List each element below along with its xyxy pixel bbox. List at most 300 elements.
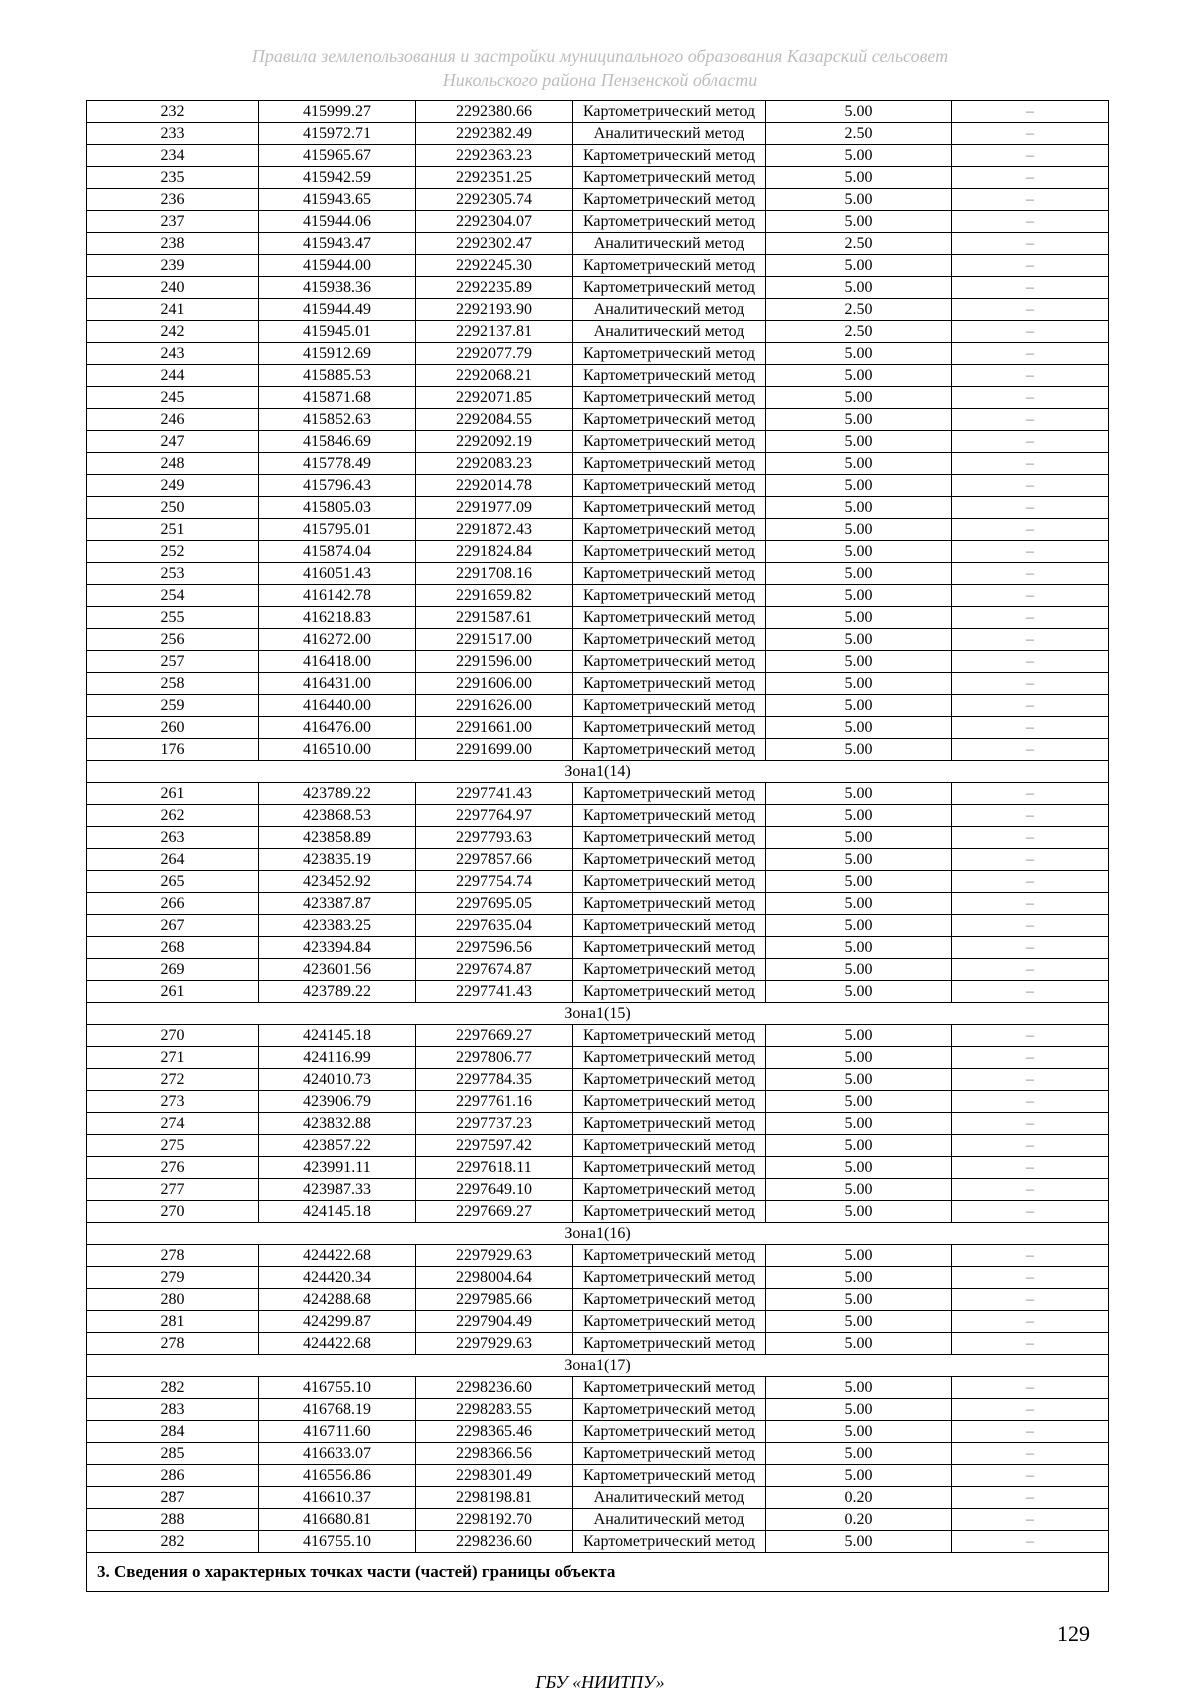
coordinates-table-body <box>87 101 1109 1592</box>
accuracy-cell: 5.00 <box>766 871 952 893</box>
table-row <box>87 541 1109 563</box>
method-cell: Картометрический метод <box>573 827 766 849</box>
table-row <box>87 981 1109 1003</box>
table-row <box>87 563 1109 585</box>
zone-header-row <box>87 1355 1109 1377</box>
accuracy-cell: 5.00 <box>766 343 952 365</box>
y-coordinate-cell: 2297669.27 <box>416 1025 573 1047</box>
accuracy-cell: 5.00 <box>766 937 952 959</box>
y-coordinate-cell: 2297635.04 <box>416 915 573 937</box>
method-cell: Картометрический метод <box>573 277 766 299</box>
section-title: 3. Сведения о характерных точках части (частей) границы объекта <box>87 1553 1109 1592</box>
method-cell: Картометрический метод <box>573 1421 766 1443</box>
table-row <box>87 1311 1109 1333</box>
point-number-cell: 281 <box>87 1311 259 1333</box>
y-coordinate-cell: 2297596.56 <box>416 937 573 959</box>
x-coordinate-cell: 415943.65 <box>259 189 416 211</box>
point-number-cell: 256 <box>87 629 259 651</box>
y-coordinate-cell: 2297985.66 <box>416 1289 573 1311</box>
x-coordinate-cell: 423832.88 <box>259 1113 416 1135</box>
accuracy-cell: 5.00 <box>766 1267 952 1289</box>
point-number-cell: 237 <box>87 211 259 233</box>
point-number-cell: 257 <box>87 651 259 673</box>
x-coordinate-cell: 416556.86 <box>259 1465 416 1487</box>
x-coordinate-cell: 416418.00 <box>259 651 416 673</box>
x-coordinate-cell: 416768.19 <box>259 1399 416 1421</box>
description-cell: – <box>952 475 1109 497</box>
method-cell: Картометрический метод <box>573 1047 766 1069</box>
table-row <box>87 783 1109 805</box>
description-cell: – <box>952 607 1109 629</box>
point-number-cell: 255 <box>87 607 259 629</box>
method-cell: Картометрический метод <box>573 1135 766 1157</box>
y-coordinate-cell: 2297597.42 <box>416 1135 573 1157</box>
point-number-cell: 272 <box>87 1069 259 1091</box>
x-coordinate-cell: 415796.43 <box>259 475 416 497</box>
point-number-cell: 249 <box>87 475 259 497</box>
method-cell: Картометрический метод <box>573 1179 766 1201</box>
y-coordinate-cell: 2292083.23 <box>416 453 573 475</box>
y-coordinate-cell: 2297761.16 <box>416 1091 573 1113</box>
x-coordinate-cell: 423858.89 <box>259 827 416 849</box>
table-row <box>87 1267 1109 1289</box>
accuracy-cell: 5.00 <box>766 387 952 409</box>
point-number-cell: 277 <box>87 1179 259 1201</box>
accuracy-cell: 5.00 <box>766 1311 952 1333</box>
accuracy-cell: 5.00 <box>766 981 952 1003</box>
accuracy-cell: 5.00 <box>766 1091 952 1113</box>
description-cell: – <box>952 255 1109 277</box>
method-cell: Картометрический метод <box>573 1531 766 1553</box>
x-coordinate-cell: 424010.73 <box>259 1069 416 1091</box>
method-cell: Картометрический метод <box>573 1157 766 1179</box>
accuracy-cell: 5.00 <box>766 783 952 805</box>
accuracy-cell: 5.00 <box>766 717 952 739</box>
point-number-cell: 261 <box>87 981 259 1003</box>
x-coordinate-cell: 416272.00 <box>259 629 416 651</box>
y-coordinate-cell: 2297764.97 <box>416 805 573 827</box>
x-coordinate-cell: 416476.00 <box>259 717 416 739</box>
table-row <box>87 1069 1109 1091</box>
description-cell: – <box>952 343 1109 365</box>
accuracy-cell: 5.00 <box>766 277 952 299</box>
y-coordinate-cell: 2292068.21 <box>416 365 573 387</box>
y-coordinate-cell: 2291659.82 <box>416 585 573 607</box>
y-coordinate-cell: 2291699.00 <box>416 739 573 761</box>
description-cell: – <box>952 233 1109 255</box>
method-cell: Картометрический метод <box>573 365 766 387</box>
y-coordinate-cell: 2298236.60 <box>416 1377 573 1399</box>
x-coordinate-cell: 415945.01 <box>259 321 416 343</box>
point-number-cell: 278 <box>87 1245 259 1267</box>
description-cell: – <box>952 717 1109 739</box>
y-coordinate-cell: 2291872.43 <box>416 519 573 541</box>
point-number-cell: 247 <box>87 431 259 453</box>
method-cell: Картометрический метод <box>573 1465 766 1487</box>
accuracy-cell: 5.00 <box>766 651 952 673</box>
accuracy-cell: 5.00 <box>766 145 952 167</box>
description-cell: – <box>952 1311 1109 1333</box>
x-coordinate-cell: 416051.43 <box>259 563 416 585</box>
x-coordinate-cell: 415795.01 <box>259 519 416 541</box>
accuracy-cell: 5.00 <box>766 519 952 541</box>
point-number-cell: 258 <box>87 673 259 695</box>
y-coordinate-cell: 2292084.55 <box>416 409 573 431</box>
table-row <box>87 431 1109 453</box>
point-number-cell: 239 <box>87 255 259 277</box>
x-coordinate-cell: 424422.68 <box>259 1333 416 1355</box>
accuracy-cell: 5.00 <box>766 1157 952 1179</box>
description-cell: – <box>952 1201 1109 1223</box>
x-coordinate-cell: 423387.87 <box>259 893 416 915</box>
x-coordinate-cell: 416431.00 <box>259 673 416 695</box>
x-coordinate-cell: 415938.36 <box>259 277 416 299</box>
y-coordinate-cell: 2291596.00 <box>416 651 573 673</box>
point-number-cell: 263 <box>87 827 259 849</box>
x-coordinate-cell: 415846.69 <box>259 431 416 453</box>
x-coordinate-cell: 416633.07 <box>259 1443 416 1465</box>
description-cell: – <box>952 123 1109 145</box>
y-coordinate-cell: 2298365.46 <box>416 1421 573 1443</box>
y-coordinate-cell: 2292077.79 <box>416 343 573 365</box>
accuracy-cell: 5.00 <box>766 563 952 585</box>
method-cell: Картометрический метод <box>573 805 766 827</box>
y-coordinate-cell: 2297741.43 <box>416 981 573 1003</box>
table-row <box>87 937 1109 959</box>
accuracy-cell: 5.00 <box>766 1069 952 1091</box>
point-number-cell: 284 <box>87 1421 259 1443</box>
method-cell: Картометрический метод <box>573 101 766 123</box>
method-cell: Картометрический метод <box>573 475 766 497</box>
x-coordinate-cell: 415972.71 <box>259 123 416 145</box>
description-cell: – <box>952 981 1109 1003</box>
page-footer: ГБУ «НИИТПУ» <box>535 1672 665 1692</box>
y-coordinate-cell: 2291626.00 <box>416 695 573 717</box>
description-cell: – <box>952 673 1109 695</box>
table-row <box>87 607 1109 629</box>
accuracy-cell: 5.00 <box>766 409 952 431</box>
method-cell: Картометрический метод <box>573 1311 766 1333</box>
y-coordinate-cell: 2297793.63 <box>416 827 573 849</box>
accuracy-cell: 5.00 <box>766 453 952 475</box>
x-coordinate-cell: 424422.68 <box>259 1245 416 1267</box>
method-cell: Картометрический метод <box>573 453 766 475</box>
table-row <box>87 585 1109 607</box>
y-coordinate-cell: 2297695.05 <box>416 893 573 915</box>
description-cell: – <box>952 387 1109 409</box>
table-row <box>87 1333 1109 1355</box>
accuracy-cell: 5.00 <box>766 1113 952 1135</box>
x-coordinate-cell: 423789.22 <box>259 981 416 1003</box>
description-cell: – <box>952 1509 1109 1531</box>
x-coordinate-cell: 423394.84 <box>259 937 416 959</box>
x-coordinate-cell: 415805.03 <box>259 497 416 519</box>
table-row <box>87 1135 1109 1157</box>
point-number-cell: 176 <box>87 739 259 761</box>
table-row <box>87 145 1109 167</box>
point-number-cell: 245 <box>87 387 259 409</box>
x-coordinate-cell: 423987.33 <box>259 1179 416 1201</box>
method-cell: Картометрический метод <box>573 893 766 915</box>
table-row <box>87 695 1109 717</box>
description-cell: – <box>952 585 1109 607</box>
y-coordinate-cell: 2298004.64 <box>416 1267 573 1289</box>
table-row <box>87 211 1109 233</box>
table-row <box>87 1487 1109 1509</box>
point-number-cell: 280 <box>87 1289 259 1311</box>
accuracy-cell: 5.00 <box>766 1333 952 1355</box>
table-row <box>87 827 1109 849</box>
table-row <box>87 475 1109 497</box>
accuracy-cell: 5.00 <box>766 1377 952 1399</box>
accuracy-cell: 5.00 <box>766 585 952 607</box>
method-cell: Картометрический метод <box>573 783 766 805</box>
method-cell: Картометрический метод <box>573 871 766 893</box>
point-number-cell: 235 <box>87 167 259 189</box>
description-cell: – <box>952 695 1109 717</box>
x-coordinate-cell: 424145.18 <box>259 1025 416 1047</box>
y-coordinate-cell: 2297674.87 <box>416 959 573 981</box>
point-number-cell: 276 <box>87 1157 259 1179</box>
method-cell: Картометрический метод <box>573 541 766 563</box>
page-header <box>0 44 1200 92</box>
y-coordinate-cell: 2292305.74 <box>416 189 573 211</box>
table-row <box>87 1091 1109 1113</box>
point-number-cell: 243 <box>87 343 259 365</box>
point-number-cell: 252 <box>87 541 259 563</box>
description-cell: – <box>952 277 1109 299</box>
description-cell: – <box>952 1531 1109 1553</box>
point-number-cell: 241 <box>87 299 259 321</box>
description-cell: – <box>952 739 1109 761</box>
table-row <box>87 1245 1109 1267</box>
table-row <box>87 1421 1109 1443</box>
description-cell: – <box>952 1135 1109 1157</box>
table-row <box>87 497 1109 519</box>
method-cell: Картометрический метод <box>573 1267 766 1289</box>
table-row <box>87 959 1109 981</box>
description-cell: – <box>952 1179 1109 1201</box>
description-cell: – <box>952 651 1109 673</box>
x-coordinate-cell: 415943.47 <box>259 233 416 255</box>
y-coordinate-cell: 2298236.60 <box>416 1531 573 1553</box>
table-row <box>87 167 1109 189</box>
y-coordinate-cell: 2292092.19 <box>416 431 573 453</box>
method-cell: Картометрический метод <box>573 1025 766 1047</box>
method-cell: Картометрический метод <box>573 431 766 453</box>
description-cell: – <box>952 629 1109 651</box>
point-number-cell: 246 <box>87 409 259 431</box>
method-cell: Картометрический метод <box>573 651 766 673</box>
y-coordinate-cell: 2291708.16 <box>416 563 573 585</box>
accuracy-cell: 5.00 <box>766 893 952 915</box>
description-cell: – <box>952 189 1109 211</box>
method-cell: Картометрический метод <box>573 497 766 519</box>
x-coordinate-cell: 416510.00 <box>259 739 416 761</box>
table-row <box>87 453 1109 475</box>
method-cell: Картометрический метод <box>573 629 766 651</box>
table-row <box>87 1201 1109 1223</box>
method-cell: Картометрический метод <box>573 1289 766 1311</box>
accuracy-cell: 5.00 <box>766 211 952 233</box>
x-coordinate-cell: 416711.60 <box>259 1421 416 1443</box>
accuracy-cell: 5.00 <box>766 1531 952 1553</box>
table-row <box>87 189 1109 211</box>
method-cell: Картометрический метод <box>573 981 766 1003</box>
description-cell: – <box>952 959 1109 981</box>
accuracy-cell: 5.00 <box>766 1047 952 1069</box>
method-cell: Картометрический метод <box>573 211 766 233</box>
y-coordinate-cell: 2291977.09 <box>416 497 573 519</box>
y-coordinate-cell: 2292380.66 <box>416 101 573 123</box>
description-cell: – <box>952 1465 1109 1487</box>
table-row <box>87 1025 1109 1047</box>
x-coordinate-cell: 423452.92 <box>259 871 416 893</box>
description-cell: – <box>952 145 1109 167</box>
accuracy-cell: 5.00 <box>766 189 952 211</box>
table-row <box>87 1443 1109 1465</box>
accuracy-cell: 2.50 <box>766 321 952 343</box>
y-coordinate-cell: 2297741.43 <box>416 783 573 805</box>
point-number-cell: 261 <box>87 783 259 805</box>
accuracy-cell: 5.00 <box>766 1443 952 1465</box>
y-coordinate-cell: 2292235.89 <box>416 277 573 299</box>
table-row <box>87 629 1109 651</box>
point-number-cell: 234 <box>87 145 259 167</box>
description-cell: – <box>952 563 1109 585</box>
x-coordinate-cell: 416440.00 <box>259 695 416 717</box>
accuracy-cell: 5.00 <box>766 607 952 629</box>
table-row <box>87 1399 1109 1421</box>
point-number-cell: 288 <box>87 1509 259 1531</box>
point-number-cell: 260 <box>87 717 259 739</box>
zone-label: Зона1(14) <box>87 761 1109 783</box>
method-cell: Картометрический метод <box>573 717 766 739</box>
y-coordinate-cell: 2291517.00 <box>416 629 573 651</box>
table-row <box>87 299 1109 321</box>
x-coordinate-cell: 424288.68 <box>259 1289 416 1311</box>
table-row <box>87 871 1109 893</box>
y-coordinate-cell: 2292304.07 <box>416 211 573 233</box>
y-coordinate-cell: 2291606.00 <box>416 673 573 695</box>
header-line-1: Правила землепользования и застройки муниципального образования Казарский сельсовет <box>251 46 949 66</box>
method-cell: Картометрический метод <box>573 189 766 211</box>
accuracy-cell: 5.00 <box>766 673 952 695</box>
zone-label: Зона1(16) <box>87 1223 1109 1245</box>
y-coordinate-cell: 2297669.27 <box>416 1201 573 1223</box>
accuracy-cell: 5.00 <box>766 1289 952 1311</box>
y-coordinate-cell: 2298301.49 <box>416 1465 573 1487</box>
method-cell: Аналитический метод <box>573 299 766 321</box>
y-coordinate-cell: 2292302.47 <box>416 233 573 255</box>
method-cell: Картометрический метод <box>573 255 766 277</box>
table-row <box>87 805 1109 827</box>
method-cell: Картометрический метод <box>573 607 766 629</box>
x-coordinate-cell: 415778.49 <box>259 453 416 475</box>
point-number-cell: 273 <box>87 1091 259 1113</box>
description-cell: – <box>952 321 1109 343</box>
method-cell: Картометрический метод <box>573 585 766 607</box>
x-coordinate-cell: 423383.25 <box>259 915 416 937</box>
point-number-cell: 278 <box>87 1333 259 1355</box>
point-number-cell: 233 <box>87 123 259 145</box>
table-row <box>87 893 1109 915</box>
method-cell: Картометрический метод <box>573 1399 766 1421</box>
y-coordinate-cell: 2291587.61 <box>416 607 573 629</box>
method-cell: Картометрический метод <box>573 1443 766 1465</box>
point-number-cell: 282 <box>87 1531 259 1553</box>
point-number-cell: 232 <box>87 101 259 123</box>
point-number-cell: 244 <box>87 365 259 387</box>
description-cell: – <box>952 497 1109 519</box>
y-coordinate-cell: 2297784.35 <box>416 1069 573 1091</box>
table-row <box>87 673 1109 695</box>
y-coordinate-cell: 2298366.56 <box>416 1443 573 1465</box>
x-coordinate-cell: 416218.83 <box>259 607 416 629</box>
table-row <box>87 717 1109 739</box>
description-cell: – <box>952 827 1109 849</box>
method-cell: Картометрический метод <box>573 959 766 981</box>
x-coordinate-cell: 415885.53 <box>259 365 416 387</box>
method-cell: Аналитический метод <box>573 123 766 145</box>
point-number-cell: 262 <box>87 805 259 827</box>
accuracy-cell: 5.00 <box>766 365 952 387</box>
x-coordinate-cell: 423835.19 <box>259 849 416 871</box>
method-cell: Картометрический метод <box>573 1113 766 1135</box>
method-cell: Картометрический метод <box>573 1201 766 1223</box>
description-cell: – <box>952 453 1109 475</box>
description-cell: – <box>952 1289 1109 1311</box>
y-coordinate-cell: 2292014.78 <box>416 475 573 497</box>
table-row <box>87 123 1109 145</box>
x-coordinate-cell: 415871.68 <box>259 387 416 409</box>
table-row <box>87 387 1109 409</box>
x-coordinate-cell: 416142.78 <box>259 585 416 607</box>
method-cell: Картометрический метод <box>573 739 766 761</box>
point-number-cell: 269 <box>87 959 259 981</box>
description-cell: – <box>952 299 1109 321</box>
accuracy-cell: 5.00 <box>766 541 952 563</box>
method-cell: Аналитический метод <box>573 1509 766 1531</box>
y-coordinate-cell: 2292193.90 <box>416 299 573 321</box>
x-coordinate-cell: 415942.59 <box>259 167 416 189</box>
table-row <box>87 255 1109 277</box>
description-cell: – <box>952 1091 1109 1113</box>
description-cell: – <box>952 849 1109 871</box>
point-number-cell: 240 <box>87 277 259 299</box>
description-cell: – <box>952 1487 1109 1509</box>
accuracy-cell: 5.00 <box>766 101 952 123</box>
accuracy-cell: 0.20 <box>766 1509 952 1531</box>
method-cell: Картометрический метод <box>573 673 766 695</box>
point-number-cell: 282 <box>87 1377 259 1399</box>
x-coordinate-cell: 416755.10 <box>259 1531 416 1553</box>
x-coordinate-cell: 423857.22 <box>259 1135 416 1157</box>
description-cell: – <box>952 1047 1109 1069</box>
description-cell: – <box>952 1025 1109 1047</box>
accuracy-cell: 2.50 <box>766 233 952 255</box>
point-number-cell: 267 <box>87 915 259 937</box>
accuracy-cell: 0.20 <box>766 1487 952 1509</box>
table-row <box>87 1157 1109 1179</box>
table-row <box>87 849 1109 871</box>
description-cell: – <box>952 1245 1109 1267</box>
header-line-2: Никольского района Пензенской области <box>442 70 758 90</box>
y-coordinate-cell: 2297737.23 <box>416 1113 573 1135</box>
point-number-cell: 268 <box>87 937 259 959</box>
point-number-cell: 250 <box>87 497 259 519</box>
table-row <box>87 1113 1109 1135</box>
